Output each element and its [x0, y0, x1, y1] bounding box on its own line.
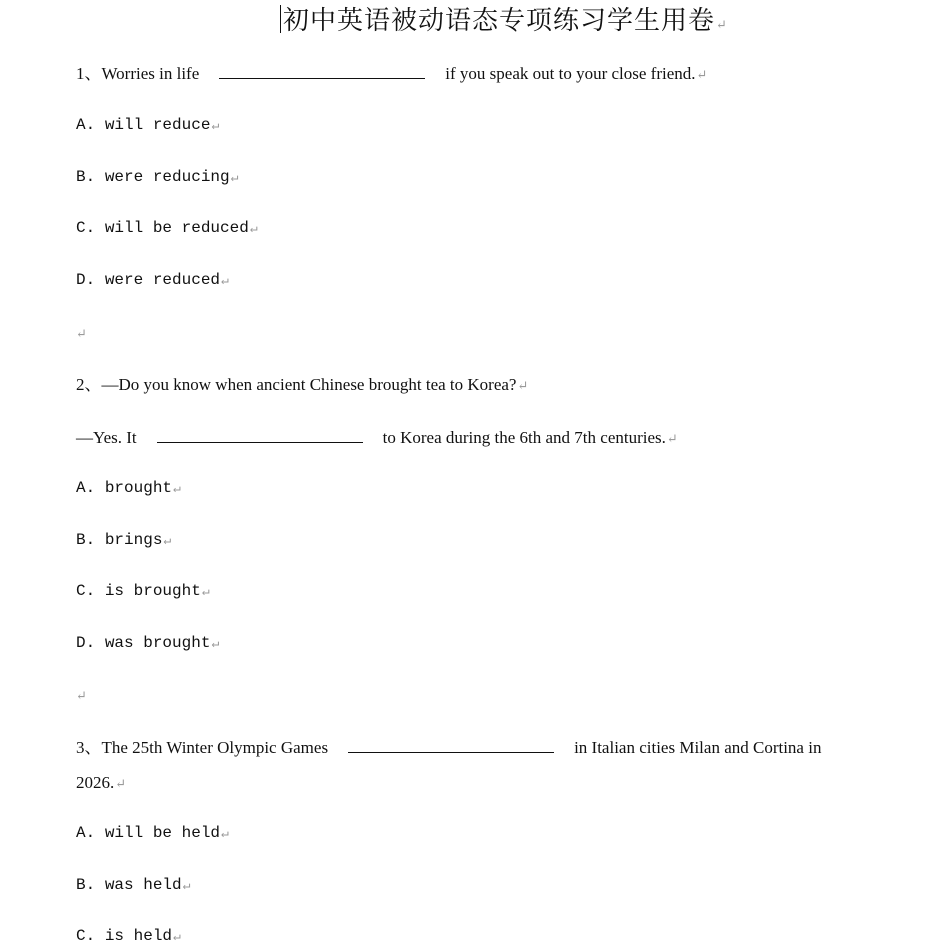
question-2-option-b	[76, 529, 171, 552]
option-text: is brought	[104, 582, 201, 600]
question-3-stem	[76, 736, 821, 759]
option-text: was brought	[104, 634, 211, 652]
question-1-option-d	[76, 269, 229, 292]
question-number: 1、	[76, 64, 102, 83]
question-number: 2、	[76, 375, 102, 394]
question-3-option-b	[76, 874, 190, 897]
empty-paragraph	[76, 322, 87, 345]
option-text: brings	[104, 531, 163, 549]
text-cursor	[280, 5, 281, 33]
option-text: will be reduced	[104, 219, 249, 237]
paragraph-mark-icon: ↵	[221, 826, 229, 841]
question-text: —Yes. It	[76, 428, 137, 447]
option-letter: B.	[76, 531, 96, 549]
option-letter: A.	[76, 116, 96, 134]
option-text: were reduced	[104, 271, 221, 289]
question-text: —Do you know when ancient Chinese brought tea to Korea?	[101, 375, 517, 394]
paragraph-mark-icon: ↵	[182, 878, 191, 893]
option-text: were reducing	[104, 168, 230, 186]
answer-blank[interactable]	[157, 426, 363, 443]
option-letter: A.	[76, 824, 96, 842]
paragraph-mark-icon: ↵	[76, 688, 87, 703]
answer-blank[interactable]	[219, 62, 425, 79]
option-letter: B.	[76, 168, 96, 186]
question-2-option-c	[76, 580, 210, 603]
option-text: brought	[104, 479, 173, 497]
paragraph-mark-icon: ↵	[230, 170, 239, 185]
option-letter: B.	[76, 876, 96, 894]
paragraph-mark-icon: ↵	[696, 67, 708, 82]
question-text: if you speak out to your close friend.	[445, 64, 696, 83]
paragraph-mark-icon: ↵	[201, 584, 210, 599]
option-text: will reduce	[104, 116, 211, 134]
option-letter: D.	[76, 271, 96, 289]
option-letter: C.	[76, 219, 96, 237]
question-2-option-d	[76, 632, 219, 655]
option-text: was held	[104, 876, 182, 894]
question-1-stem	[76, 62, 707, 86]
paragraph-mark-icon: ↵	[716, 17, 728, 32]
option-letter: A.	[76, 479, 96, 497]
question-text: to Korea during the 6th and 7th centuries.	[382, 428, 666, 447]
paragraph-mark-icon: ↵	[211, 636, 220, 651]
option-letter: C.	[76, 582, 96, 600]
option-text: will be held	[104, 824, 221, 842]
empty-paragraph	[76, 684, 87, 707]
question-text: in Italian cities Milan and Cortina in	[574, 738, 822, 757]
title-text: 初中英语被动语态专项练习学生用卷	[283, 6, 716, 35]
paragraph-mark-icon: ↵	[517, 378, 529, 393]
paragraph-mark-icon: ↵	[173, 929, 181, 944]
paragraph-mark-icon: ↵	[115, 776, 127, 791]
paragraph-mark-icon: ↵	[666, 431, 678, 446]
question-text: 2026.	[76, 773, 115, 792]
question-3-option-a	[76, 822, 229, 845]
option-text: is held	[104, 927, 173, 945]
question-number: 3、	[76, 738, 102, 757]
question-text: The 25th Winter Olympic Games	[101, 738, 329, 757]
paragraph-mark-icon: ↵	[211, 118, 220, 133]
question-2-response	[76, 426, 678, 450]
paragraph-mark-icon: ↵	[173, 481, 181, 496]
question-text: Worries in life	[101, 64, 200, 83]
paragraph-mark-icon: ↵	[221, 273, 229, 288]
question-1-option-a	[76, 114, 219, 137]
paragraph-mark-icon: ↵	[76, 326, 87, 341]
question-1-option-b	[76, 166, 238, 189]
paragraph-mark-icon: ↵	[249, 221, 258, 236]
question-2-option-a	[76, 477, 181, 500]
question-2-stem	[76, 374, 528, 397]
answer-blank[interactable]	[348, 736, 554, 753]
question-1-option-c	[76, 217, 258, 240]
paragraph-mark-icon: ↵	[163, 533, 172, 548]
document-title	[280, 3, 728, 43]
question-3-stem-continued	[76, 772, 126, 795]
option-letter: C.	[76, 927, 96, 945]
option-letter: D.	[76, 634, 96, 652]
